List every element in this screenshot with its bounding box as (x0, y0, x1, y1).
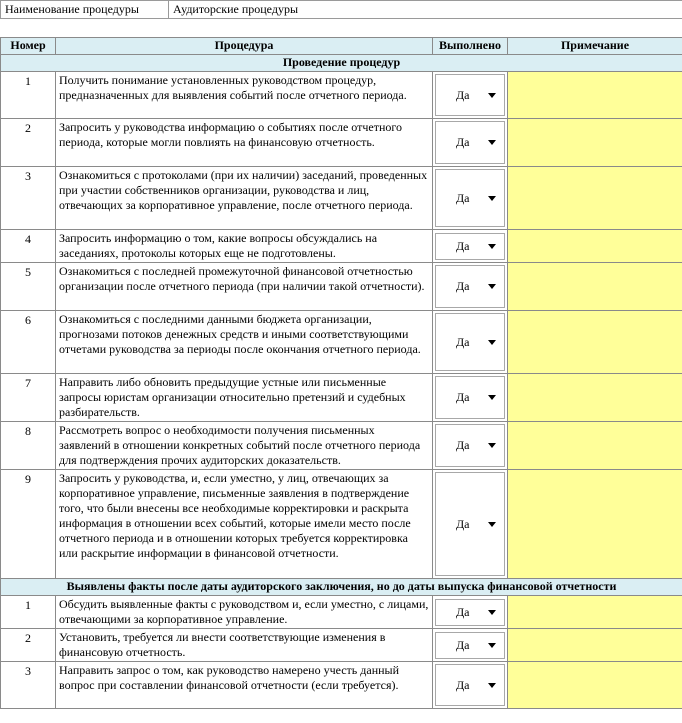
done-value: Да (456, 135, 470, 149)
row-number: 2 (1, 629, 56, 662)
row-number: 1 (1, 72, 56, 119)
done-value: Да (456, 438, 470, 452)
procedure-text: Установить, требуется ли внести соответствующие изменения в финансовую отчетность. (56, 629, 433, 662)
chevron-down-icon[interactable] (488, 443, 496, 448)
section-row (1, 55, 682, 72)
note-cell[interactable] (508, 167, 682, 230)
table-row (1, 119, 682, 167)
row-number: 6 (1, 311, 56, 374)
col-header-note: Примечание (508, 38, 682, 55)
done-cell (433, 374, 508, 422)
done-value: Да (456, 190, 470, 205)
table-row (1, 422, 682, 470)
done-cell (433, 263, 508, 311)
procedure-text: Получить понимание установленных руководством процедур, предназначенных для выявления событий после отчетного периода. (56, 72, 433, 119)
procedure-name-value[interactable]: Аудиторские процедуры (169, 1, 682, 19)
chevron-down-icon[interactable] (488, 395, 496, 400)
done-cell (433, 311, 508, 374)
done-dropdown[interactable] (435, 376, 505, 419)
table-row (1, 662, 682, 709)
done-dropdown[interactable] (435, 233, 505, 260)
note-cell[interactable] (508, 596, 682, 629)
chevron-down-icon[interactable] (488, 196, 496, 201)
procedures-table (0, 37, 682, 709)
table-row (1, 72, 682, 119)
table-row (1, 167, 682, 230)
row-number: 4 (1, 230, 56, 263)
done-cell (433, 230, 508, 263)
done-cell (433, 119, 508, 167)
chevron-down-icon[interactable] (488, 93, 496, 98)
done-value: Да (456, 390, 470, 404)
section-title: Проведение процедур (1, 55, 682, 72)
done-dropdown[interactable] (435, 664, 505, 706)
row-number: 1 (1, 596, 56, 629)
procedure-text: Рассмотреть вопрос о необходимости получения письменных заявлений в отношении конкретных событий после отчетного периода для подтверждения прочих аудиторских доказательств. (56, 422, 433, 470)
done-dropdown[interactable] (435, 599, 505, 626)
chevron-down-icon[interactable] (488, 244, 496, 249)
section-row (1, 579, 682, 596)
procedure-text: Запросить информацию о том, какие вопросы обсуждались на заседаниях, протоколы которых еще не подготовлены. (56, 230, 433, 263)
note-cell[interactable] (508, 374, 682, 422)
done-value: Да (456, 637, 470, 652)
done-value: Да (456, 238, 470, 253)
row-number: 5 (1, 263, 56, 311)
table-row (1, 629, 682, 662)
chevron-down-icon[interactable] (488, 140, 496, 145)
table-row (1, 374, 682, 422)
done-dropdown[interactable] (435, 313, 505, 371)
done-value: Да (456, 87, 470, 102)
done-cell (433, 72, 508, 119)
done-dropdown[interactable] (435, 424, 505, 467)
table-row (1, 263, 682, 311)
chevron-down-icon[interactable] (488, 522, 496, 527)
note-cell[interactable] (508, 470, 682, 579)
done-cell (433, 629, 508, 662)
done-dropdown[interactable] (435, 74, 505, 116)
done-value: Да (456, 677, 470, 692)
chevron-down-icon[interactable] (488, 284, 496, 289)
row-number: 3 (1, 662, 56, 709)
note-cell[interactable] (508, 230, 682, 263)
chevron-down-icon[interactable] (488, 340, 496, 345)
table-row (1, 470, 682, 579)
done-cell (433, 662, 508, 709)
done-cell (433, 167, 508, 230)
procedure-name-label: Наименование процедуры (1, 1, 169, 19)
note-cell[interactable] (508, 311, 682, 374)
note-cell[interactable] (508, 422, 682, 470)
note-cell[interactable] (508, 629, 682, 662)
procedure-text: Запросить у руководства информацию о событиях после отчетного периода, которые могли повлиять на финансовую отчетность. (56, 119, 433, 167)
row-number: 7 (1, 374, 56, 422)
done-cell (433, 470, 508, 579)
done-dropdown[interactable] (435, 169, 505, 227)
chevron-down-icon[interactable] (488, 610, 496, 615)
done-value: Да (456, 334, 470, 349)
done-value: Да (456, 604, 470, 619)
note-cell[interactable] (508, 72, 682, 119)
done-value: Да (456, 279, 470, 293)
procedure-text: Направить запрос о том, как руководство намерено учесть данный вопрос при составлении финансовой отчетности (если требуется). (56, 662, 433, 709)
col-header-procedure: Процедура (56, 38, 433, 55)
table-header-row (1, 38, 682, 55)
table-row (1, 311, 682, 374)
done-dropdown[interactable] (435, 472, 505, 576)
procedure-text: Ознакомиться с последней промежуточной финансовой отчетностью организации после отчетного периода (при наличии такой отчетности). (56, 263, 433, 311)
col-header-num: Номер (1, 38, 56, 55)
note-cell[interactable] (508, 662, 682, 709)
row-number: 8 (1, 422, 56, 470)
table-row (1, 230, 682, 263)
note-cell[interactable] (508, 263, 682, 311)
row-number: 2 (1, 119, 56, 167)
procedure-text: Обсудить выявленные факты с руководством и, если уместно, с лицами, отвечающими за корпоративное управление. (56, 596, 433, 629)
table-row (1, 596, 682, 629)
done-dropdown[interactable] (435, 632, 505, 659)
done-dropdown[interactable] (435, 265, 505, 308)
row-number: 9 (1, 470, 56, 579)
section-title: Выявлены факты после даты аудиторского заключения, но до даты выпуска финансовой отчетности (1, 579, 682, 596)
done-cell (433, 596, 508, 629)
procedure-text: Ознакомиться с протоколами (при их наличии) заседаний, проведенных при участии собственников организации, руководства и лиц, отвечающих за корпоративное управление, после отчетного периода. (56, 167, 433, 230)
done-cell (433, 422, 508, 470)
procedure-text: Направить либо обновить предыдущие устные или письменные запросы юристам организации относительно претензий и судебных разбирательств. (56, 374, 433, 422)
procedure-text: Ознакомиться с последними данными бюджета организации, прогнозами потоков денежных средств и иными соответствующими отчетами руководства за периоды после окончания отчетного периода. (56, 311, 433, 374)
chevron-down-icon[interactable] (488, 643, 496, 648)
note-cell[interactable] (508, 119, 682, 167)
procedure-text: Запросить у руководства, и, если уместно, у лиц, отвечающих за корпоративное управление, письменные заявления в подтверждение того, что были внесены все необходимые корректировки и раскрыта информация в отношении всех событий, которые имели место после отчетного периода и в отношении которых требуется корректировка или раскрытие информации в финансовой отчетности. (56, 470, 433, 579)
procedure-header-table (0, 0, 682, 19)
col-header-done: Выполнено (433, 38, 508, 55)
done-dropdown[interactable] (435, 121, 505, 164)
chevron-down-icon[interactable] (488, 683, 496, 688)
done-value: Да (456, 516, 470, 531)
row-number: 3 (1, 167, 56, 230)
